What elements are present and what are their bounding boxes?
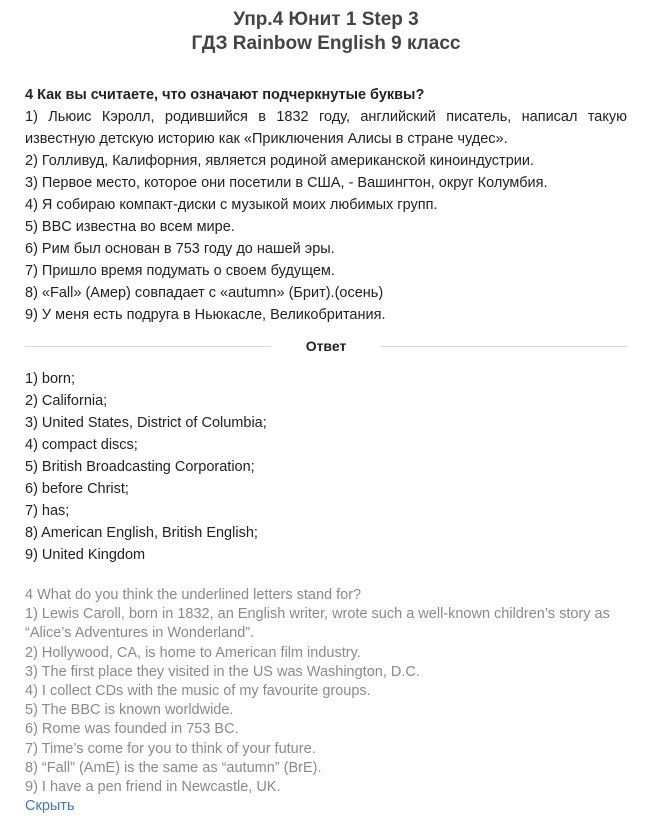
task-item: 1) Льюис Кэролл, родившийся в 1832 году, английский писатель, написал такую известную детскую историю как «Приключения Алисы в стране чудес». bbox=[25, 109, 627, 147]
task-item: 7) Пришло время подумать о своем будущем. bbox=[25, 263, 335, 279]
task-item: 4) Я собираю компакт-диски с музыкой моих любимых групп. bbox=[25, 197, 438, 213]
task-heading: 4 Как вы считаете, что означают подчеркнутые буквы? bbox=[25, 87, 425, 103]
task-item: 3) Первое место, которое они посетили в США, - Вашингтон, округ Колумбия. bbox=[25, 175, 548, 191]
task-item: 8) «Fall» (Амер) совпадает с «autumn» (Брит).(осень) bbox=[25, 285, 384, 301]
answer-item: 2) California; bbox=[25, 393, 108, 409]
task-item: 5) BBC известна во всем мире. bbox=[25, 219, 235, 235]
answer-item: 8) American English, British English; bbox=[25, 525, 258, 541]
translation-item: 7) Time’s come for you to think of your future. bbox=[25, 740, 316, 757]
translation-item: 5) The BBC is known worldwide. bbox=[25, 702, 234, 719]
hide-link[interactable]: Скрыть bbox=[25, 798, 75, 815]
title-line-1: Упр.4 Юнит 1 Step 3 bbox=[233, 9, 419, 30]
translation-item: 9) I have a pen friend in Newcastle, UK. bbox=[25, 779, 281, 796]
answer-item: 4) compact discs; bbox=[25, 437, 138, 453]
task-item: 2) Голливуд, Калифорния, является родиной американской киноиндустрии. bbox=[25, 153, 534, 169]
answer-item: 1) born; bbox=[25, 371, 75, 387]
answer-item: 9) United Kingdom bbox=[25, 547, 146, 563]
translation-heading: 4 What do you think the underlined letters stand for? bbox=[25, 587, 362, 603]
answer-item: 3) United States, District of Columbia; bbox=[25, 415, 267, 431]
translation-item: 3) The first place they visited in the US was Washington, D.C. bbox=[25, 663, 420, 680]
translation-item: 1) Lewis Caroll, born in 1832, an English writer, wrote such a well-known children’s story as “Alice’s Adventures in Wonderland”. bbox=[25, 606, 610, 642]
translation-item: 8) “Fall” (AmE) is the same as “autumn” (BrE). bbox=[25, 759, 322, 776]
answer-item: 7) has; bbox=[25, 503, 70, 519]
divider-line-left bbox=[25, 346, 271, 347]
divider-line-right bbox=[381, 346, 627, 347]
page-title bbox=[25, 8, 627, 56]
answer-divider bbox=[25, 334, 627, 358]
answer-list bbox=[25, 368, 627, 566]
translation-item: 6) Rome was founded in 753 BC. bbox=[25, 721, 239, 738]
translation-item: 2) Hollywood, CA, is home to American film industry. bbox=[25, 644, 361, 661]
translation-item: 4) I collect CDs with the music of my favourite groups. bbox=[25, 683, 371, 700]
answer-item: 5) British Broadcasting Corporation; bbox=[25, 459, 255, 475]
answer-item: 6) before Christ; bbox=[25, 481, 129, 497]
translation-section bbox=[25, 586, 627, 816]
task-item: 9) У меня есть подруга в Ньюкасле, Великобритания. bbox=[25, 307, 386, 323]
task-section bbox=[25, 84, 627, 326]
answer-label: Ответ bbox=[305, 338, 347, 354]
task-item: 6) Рим был основан в 753 году до нашей эры. bbox=[25, 241, 335, 257]
title-line-2: ГДЗ Rainbow English 9 класс bbox=[191, 33, 461, 54]
